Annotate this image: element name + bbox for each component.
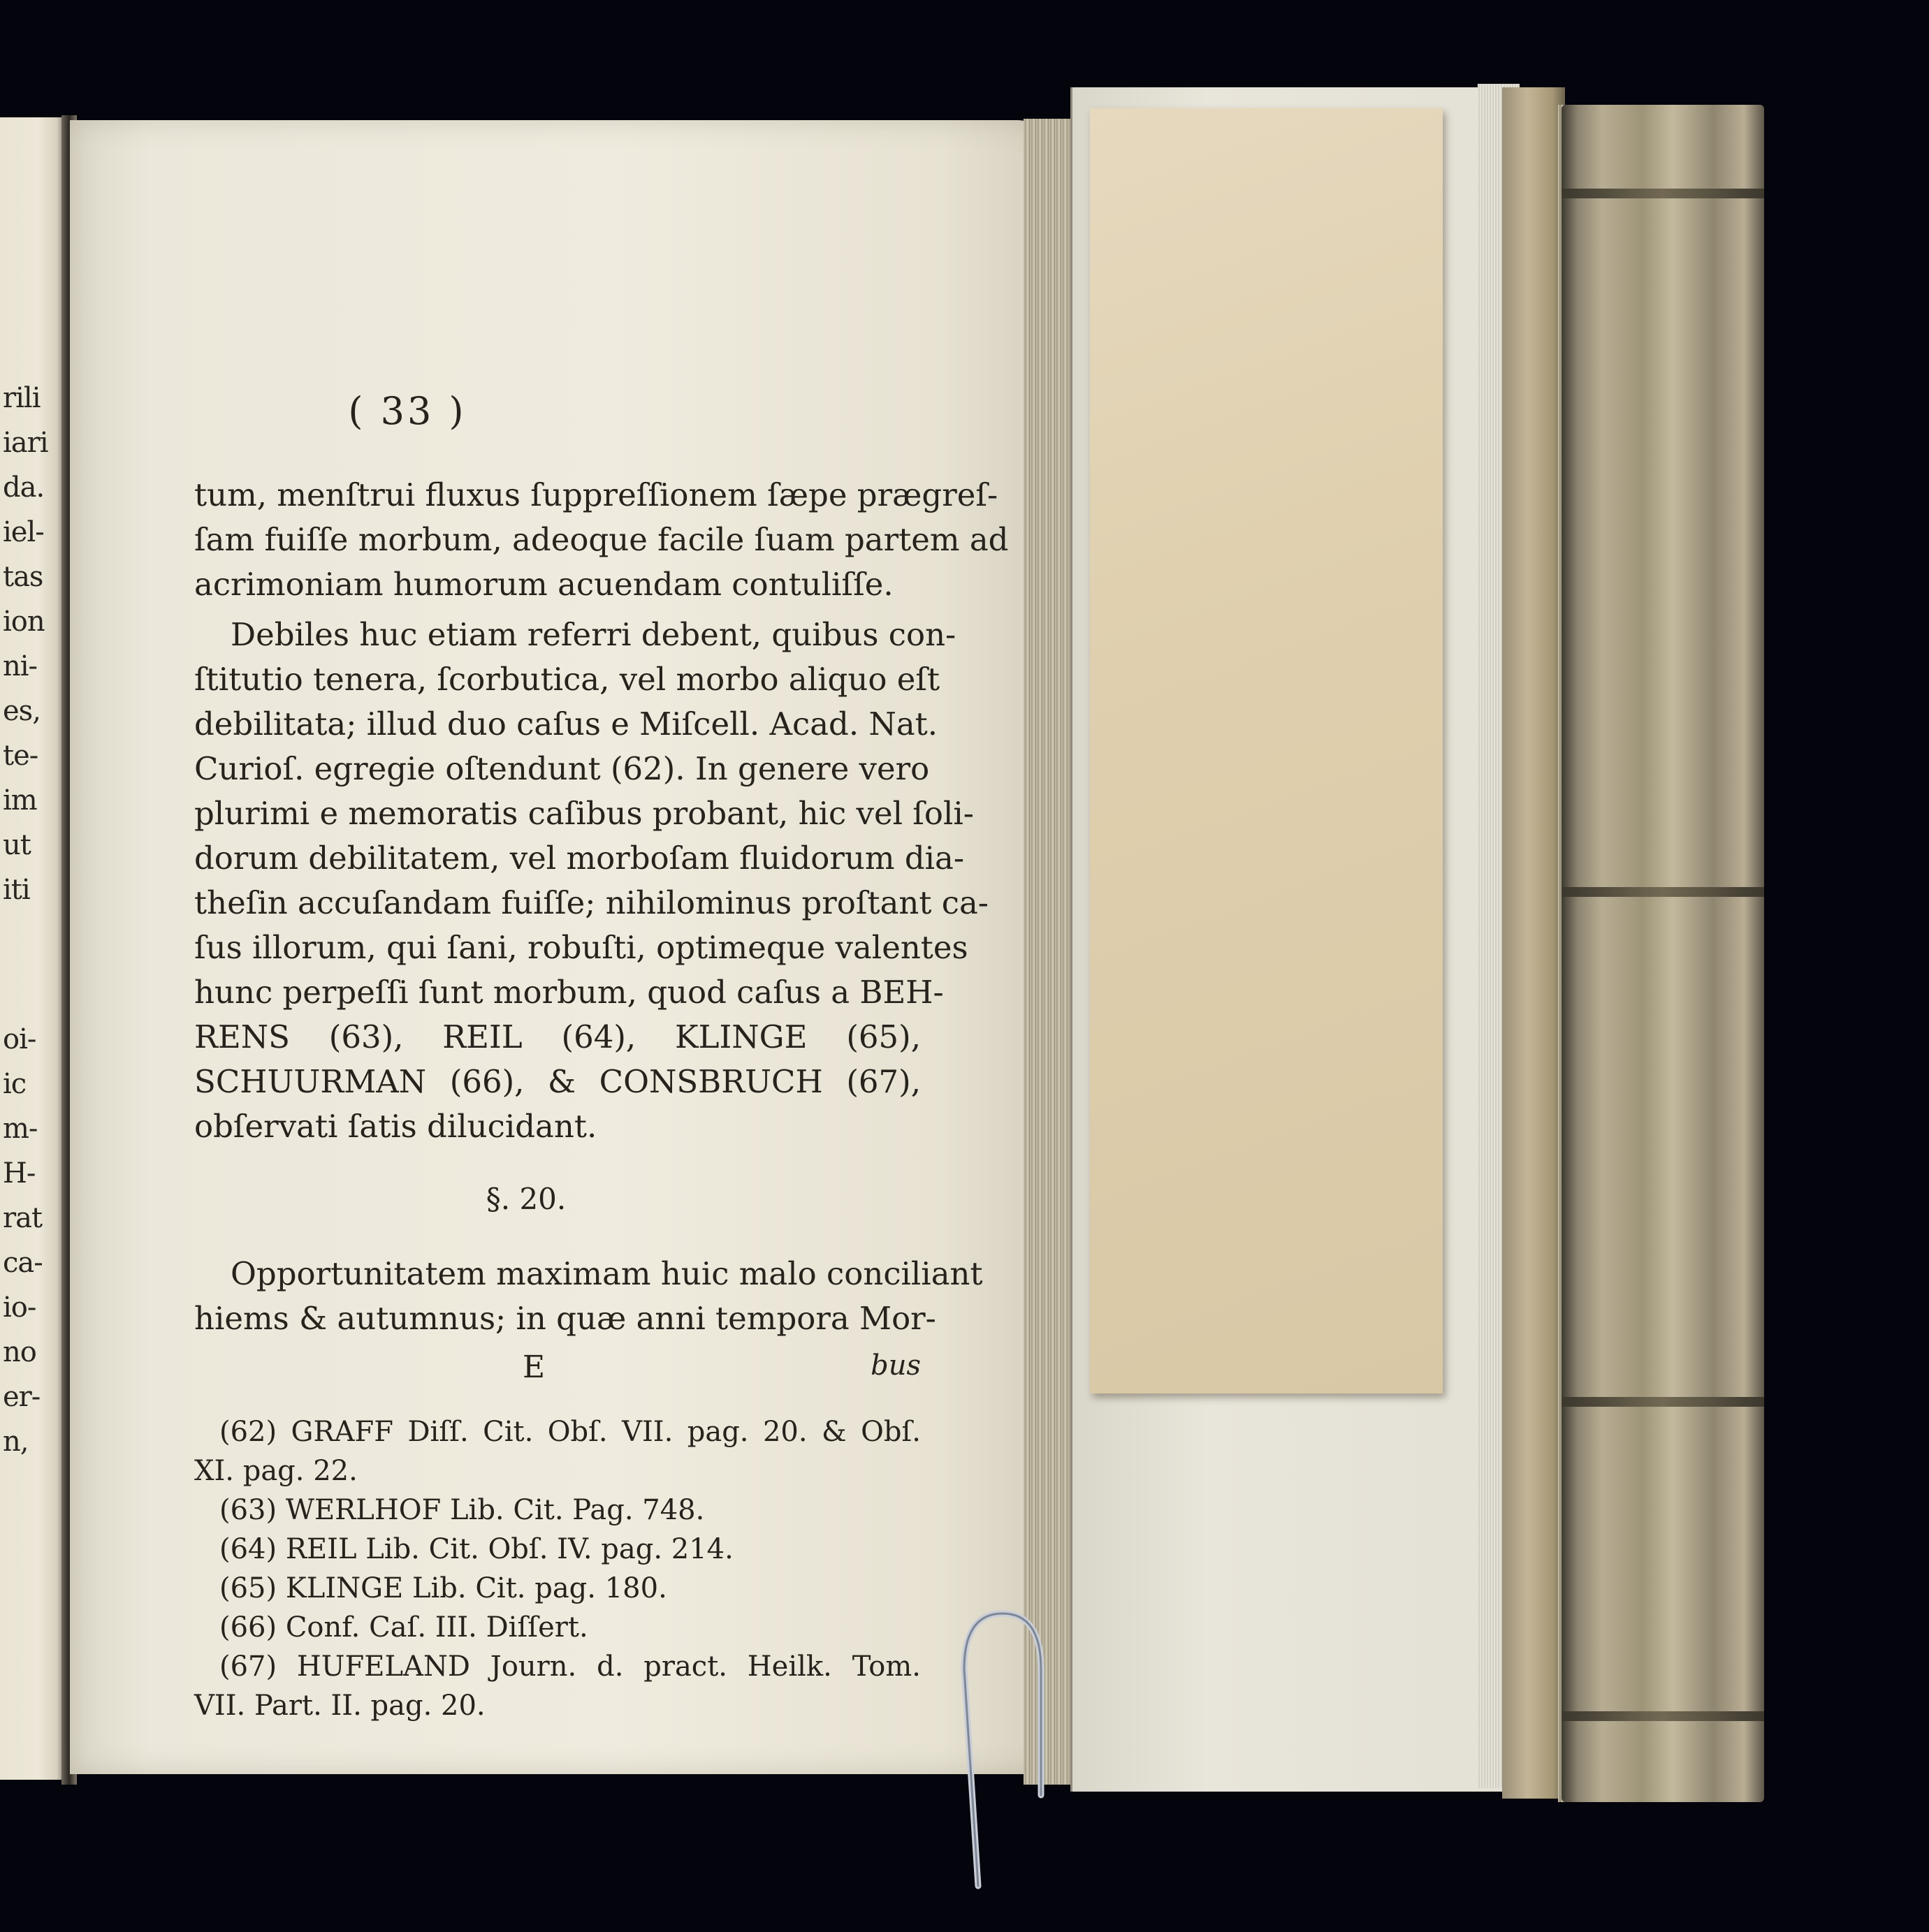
spine-band: [1562, 189, 1764, 198]
margin-fragment: H-: [3, 1157, 36, 1190]
text-line: theſin accuſandam fuiſſe; nihilominus proſtant ca-: [194, 884, 989, 921]
margin-fragment: te-: [3, 740, 38, 772]
text-line: obſervati ſatis dilucidant.: [194, 1108, 597, 1145]
text-line: tum, menſtrui fluxus ſuppreſſionem ſæpe prægreſ-: [194, 476, 998, 513]
footnote-64: (64) REIL Lib. Cit. Obſ. IV. pag. 214.: [219, 1533, 734, 1565]
margin-fragment: io-: [3, 1291, 36, 1324]
previous-page-text-fragments: [3, 376, 48, 1464]
text-line: dorum debilitatem, vel morboſam fluidorum dia-: [194, 840, 965, 877]
margin-fragment: n,: [3, 1426, 29, 1458]
text-line: plurimi e memoratis caſibus probant, hic vel ſoli-: [194, 795, 975, 832]
spine-band: [1562, 1711, 1764, 1721]
inserted-paper-slip: [1090, 108, 1443, 1393]
margin-fragment: ic: [3, 1068, 27, 1100]
footnote-63: (63) WERLHOF Lib. Cit. Pag. 748.: [219, 1494, 705, 1526]
margin-fragment: ut: [3, 829, 31, 861]
spine-band: [1562, 1397, 1764, 1407]
previous-page: [0, 117, 64, 1780]
margin-fragment: es,: [3, 695, 41, 727]
text-line: Opportunitatem maximam huic malo conciliant: [231, 1255, 983, 1292]
margin-fragment: oi-: [3, 1023, 36, 1055]
footnotes: [194, 1412, 921, 1725]
page-33: [70, 120, 1058, 1774]
margin-fragment: er-: [3, 1381, 41, 1413]
paragraph-1: [194, 473, 1009, 607]
footnote-66: (66) Conf. Caſ. III. Diſſert.: [219, 1611, 588, 1644]
footnote-62: (62) GRAFF Diſſ. Cit. Obſ. VII. pag. 20. & Obſ.: [219, 1416, 921, 1448]
text-line: debilitata; illud duo caſus e Miſcell. Acad. Nat.: [194, 705, 938, 742]
margin-fragment: iari: [3, 427, 48, 459]
text-line: RENS (63), REIL (64), KLINGE (65),: [194, 1018, 921, 1055]
back-cover-board: [1502, 87, 1565, 1799]
footnote-65: (65) KLINGE Lib. Cit. pag. 180.: [219, 1572, 667, 1604]
section-heading: §. 20.: [486, 1182, 567, 1216]
margin-fragment: ion: [3, 606, 45, 638]
margin-fragment: no: [3, 1336, 36, 1368]
paragraph-3: [194, 1252, 983, 1341]
text-line: ſtitutio tenera, ſcorbutica, vel morbo aliquo eſt: [194, 661, 940, 698]
margin-fragment: rat: [3, 1202, 43, 1234]
margin-fragment: tas: [3, 561, 43, 593]
footnote-67: (67) HUFELAND Journ. d. pract. Heilk. Tom.: [219, 1651, 921, 1683]
text-line: ſam fuiſſe morbum, adeoque facile ſuam partem ad: [194, 521, 1009, 558]
catchword: bus: [871, 1349, 921, 1382]
margin-fragment: iel-: [3, 516, 44, 548]
book-spine: [1562, 105, 1764, 1802]
margin-fragment: da.: [3, 471, 45, 504]
page-number: ( 33 ): [348, 389, 467, 433]
margin-fragment: m-: [3, 1113, 38, 1145]
footnote-67-continued: VII. Part. II. pag. 20.: [194, 1690, 486, 1722]
margin-fragment: ni-: [3, 650, 38, 682]
margin-fragment: rili: [3, 382, 41, 414]
text-line: acrimoniam humorum acuendam contuliſſe.: [194, 566, 894, 603]
margin-fragment: ca-: [3, 1247, 43, 1279]
margin-fragment: iti: [3, 874, 30, 906]
text-line: Debiles huc etiam referri debent, quibus con-: [231, 616, 956, 653]
text-line: hiems & autumnus; in quæ anni tempora Mor-: [194, 1300, 936, 1337]
spine-band: [1562, 887, 1764, 897]
signature-row: [194, 1349, 921, 1394]
text-line: Curioſ. egregie oſtendunt (62). In genere vero: [194, 750, 930, 787]
text-line: SCHUURMAN (66), & CONSBRUCH (67),: [194, 1063, 921, 1100]
text-line: hunc perpeſſi ſunt morbum, quod caſus a BEH-: [194, 974, 944, 1011]
paragraph-2: [194, 613, 989, 1149]
signature-mark: E: [523, 1349, 546, 1385]
paper-clip-icon: [936, 1586, 1062, 1893]
text-line: ſus illorum, qui ſani, robuſti, optimeque valentes: [194, 929, 968, 966]
margin-fragment: im: [3, 784, 37, 817]
footnote-62-continued: XI. pag. 22.: [194, 1455, 358, 1487]
margin-gap: [3, 912, 48, 1017]
